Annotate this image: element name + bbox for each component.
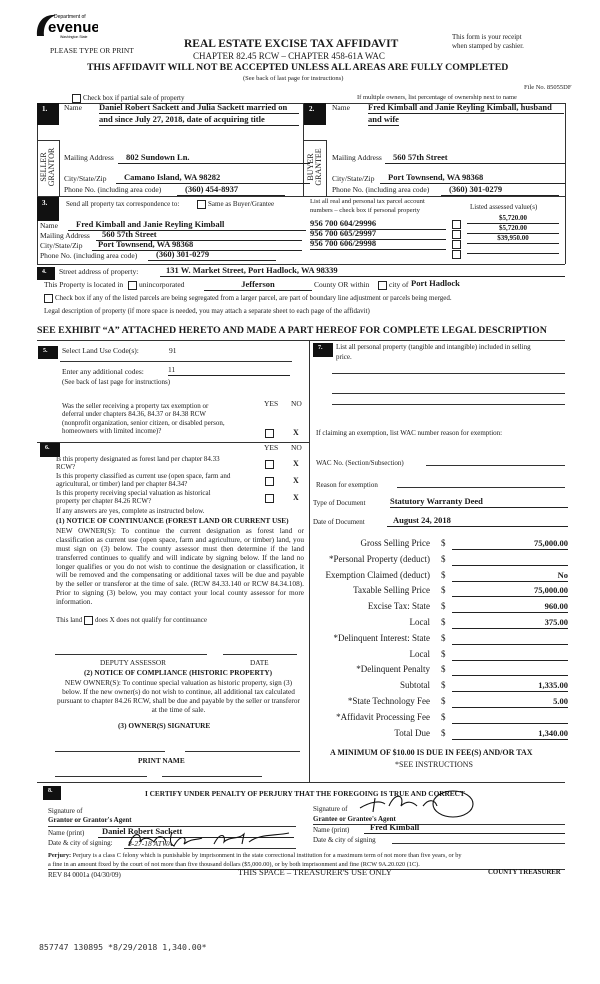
grantee-signature-label: Signature of [313, 805, 348, 813]
section-7-label: 7. [313, 343, 333, 357]
personal-property-checkbox[interactable] [452, 230, 461, 239]
section6-no-mark[interactable]: X [293, 476, 299, 485]
fee-value[interactable]: 960.00 [452, 601, 568, 613]
please-type: PLEASE TYPE OR PRINT [50, 46, 134, 55]
fee-label: Local [409, 648, 430, 659]
segregated-checkbox[interactable] [44, 294, 53, 303]
currency-symbol: $ [441, 680, 446, 691]
personal-property-line[interactable] [332, 393, 565, 394]
buyer-phone-label: Phone No. (including area code) [332, 185, 430, 194]
grantee-name[interactable]: Fred Kimball [364, 823, 565, 834]
section-1-label: 1. [37, 103, 59, 125]
land-use-see-back: (See back of last page for instructions) [62, 378, 171, 386]
personal-property-label-1: List all personal property (tangible and intangible) included in selling [336, 343, 531, 351]
fee-value[interactable]: 5.00 [452, 696, 568, 708]
currency-symbol: $ [441, 711, 446, 722]
grantor-agent-label: Grantor or Grantor's Agent [48, 816, 132, 824]
fee-label: *Personal Property (deduct) [329, 553, 430, 564]
section-8-label: 8. [43, 786, 61, 800]
buyer-city-label: City/State/Zip [332, 174, 375, 183]
svg-text:Washington State: Washington State [60, 35, 88, 39]
dor-logo [34, 10, 98, 40]
fee-value[interactable] [452, 633, 568, 645]
seller-city-label: City/State/Zip [64, 174, 107, 183]
currency-symbol: $ [441, 648, 446, 659]
fee-value[interactable]: 75,000.00 [452, 538, 568, 550]
currency-symbol: $ [441, 727, 446, 738]
fee-label: Excise Tax: State [367, 601, 430, 612]
wac-no-label: WAC No. (Section/Subsection) [316, 459, 404, 467]
section-6-label: 6. [40, 443, 60, 457]
grantee-date-label: Date & city of signing [313, 836, 376, 844]
legal-label: Legal description of property (if more space is needed, you may attach a separate sheet to each page of the affidavit) [44, 307, 370, 315]
corr-name-label: Name [40, 221, 58, 230]
fee-label: Exemption Claimed (deduct) [325, 569, 430, 580]
currency-symbol: $ [441, 569, 446, 580]
seller-name-line1[interactable]: Daniel Robert Sackett and Julia Sackett married on [99, 103, 299, 114]
owner-signature-label: (3) OWNER(S) SIGNATURE [118, 721, 211, 730]
print-name-label: PRINT NAME [138, 756, 185, 765]
grantee-signature[interactable] [355, 788, 485, 818]
personal-property-line[interactable] [332, 404, 565, 405]
treasurer-space: THIS SPACE – TREASURER'S USE ONLY [238, 867, 392, 877]
buyer-city[interactable]: Port Townsend, WA 98368 [380, 173, 565, 184]
fee-value[interactable]: 1,340.00 [452, 728, 568, 740]
fee-label: *State Technology Fee [347, 696, 430, 706]
section6-no-mark[interactable]: X [293, 459, 299, 468]
deputy-assessor-label: DEPUTY ASSESSOR [100, 658, 167, 667]
seller-phone[interactable]: (360) 454-8937 [177, 185, 285, 196]
land-use-code[interactable]: 91 [169, 346, 177, 355]
legal-description[interactable]: SEE EXHIBIT “A” ATTACHED HERETO AND MADE A PART HEREOF FOR COMPLETE LEGAL DESCRIPTION [37, 325, 547, 336]
notice1-title: (1) NOTICE OF CONTINUANCE (FOREST LAND OR CURRENT USE) [56, 516, 289, 525]
section6-yes-checkbox[interactable] [265, 477, 274, 486]
parcels-label-1: List all real and personal tax parcel account [310, 198, 425, 205]
corr-mailing[interactable]: 560 57th Street [96, 230, 302, 241]
currency-symbol: $ [441, 664, 446, 675]
unincorporated-checkbox[interactable] [128, 281, 137, 290]
currency-symbol: $ [441, 553, 446, 564]
corr-phone[interactable]: (360) 301-0279 [148, 250, 276, 261]
notice1-text: NEW OWNER(S): To continue the current designation as forest land or classification as current use (open space, farm and agriculture, or timber) land, you must sign on (3) below. The county assessor must then determine if the land transferred continues to qualify and will indicate by signing below. If the land no longer qualifies or you do not wish to continue the designation or classification, it will be removed and the compensating or additional taxes will be due and payable by the seller or transferor at the time of sale. (RCW 84.33.140 or RCW 84.34.108). Prior to signing (3) below, you may contact your local county assessor for more information. [56, 526, 304, 607]
exemption-no-mark[interactable]: X [293, 428, 299, 437]
grantor-name[interactable]: Daniel Robert Sackett [98, 827, 294, 838]
assessed-value-header: Listed assessed value(s) [470, 203, 538, 211]
personal-property-label-2: price. [336, 353, 352, 361]
multiple-owners-note: If multiple owners, list percentage of ownership next to name [357, 94, 517, 101]
unincorporated-label: unincorporated [139, 280, 185, 289]
city-checkbox[interactable] [378, 281, 387, 290]
fee-value[interactable] [452, 712, 568, 724]
segregated-label: Check box if any of the listed parcels are being segregated from a larger parcel, are part of boundary line adjustment or parcels being merged. [55, 294, 452, 302]
fee-value[interactable]: 75,000.00 [452, 585, 568, 597]
perjury-line-1: Perjury: Perjury is a class C felony which is punishable by imprisonment in the state correctional institution for a maximum term of not more than five years, or by [48, 852, 462, 859]
parcel-number[interactable] [310, 249, 446, 250]
rev-number: REV 84 0001a (04/30/09) [48, 871, 121, 879]
fee-value[interactable] [452, 649, 568, 661]
parcel-number[interactable]: 956 700 604/29996 [310, 219, 446, 230]
grantee-agent-label: Grantee or Grantee's Agent [313, 815, 396, 823]
seller-name-line2[interactable]: and since July 27, 2018, date of acquiring title [99, 115, 299, 126]
land-use-label: Select Land Use Code(s): [62, 346, 139, 355]
seller-name-label: Name [64, 103, 82, 112]
fee-value[interactable]: 375.00 [452, 617, 568, 629]
assessed-value[interactable] [467, 244, 559, 254]
parcel-number[interactable]: 956 700 606/29998 [310, 239, 446, 250]
yes-header-5: YES [264, 399, 279, 408]
exemption-wac-label: If claiming an exemption, list WAC number reason for exemption: [316, 429, 503, 437]
svg-text:evenue: evenue [48, 19, 98, 36]
correspondence-label: Send all property tax correspondence to: [66, 200, 180, 208]
section6-question: Is this property receiving special valuation as historical property per chapter 84.26 RCW? [56, 489, 211, 506]
additional-codes-label: Enter any additional codes: [62, 367, 144, 376]
fee-label: *Affidavit Processing Fee [336, 711, 430, 722]
no-header-6: NO [291, 443, 302, 452]
assessed-value[interactable]: $5,720.00 [467, 224, 559, 234]
exemption-question: Was the seller receiving a property tax exemption or deferral under chapters 84.36, 84.37 or 84.38 RCW (nonprofit organization, senior citizen, or disabled person, homeowners with limited income)? [62, 402, 225, 436]
yes-header-6: YES [264, 443, 279, 452]
county-treasurer: COUNTY TREASURER [488, 869, 561, 876]
buyer-name-label: Name [332, 103, 350, 112]
perjury-line-2: a fine in an amount fixed by the court of not more than five thousand dollars ($5,000.00), or by both imprisonment and fine (RCW 9A.20.020 (1C). [48, 861, 420, 868]
certify-statement: I CERTIFY UNDER PENALTY OF PERJURY THAT THE FOREGOING IS TRUE AND CORRECT [145, 789, 465, 798]
seller-mailing[interactable]: 802 Sundown Ln. [118, 153, 310, 164]
fee-label: Subtotal [399, 680, 430, 691]
seller-phone-label: Phone No. (including area code) [64, 185, 162, 194]
fee-value[interactable]: 1,335.00 [452, 680, 568, 692]
cashier-stamp: 857747 130895 *8/29/2018 1,340.00* [39, 942, 207, 952]
file-no: File No. 85055DF [524, 84, 572, 91]
fee-value[interactable]: No [452, 570, 568, 582]
this-land-label: This land [56, 616, 83, 624]
if-yes-note: If any answers are yes, complete as instructed below. [56, 507, 205, 515]
buyer-phone[interactable]: (360) 301-0279 [441, 185, 559, 196]
see-instructions: *SEE INSTRUCTIONS [395, 760, 474, 769]
receipt-note-2: when stamped by cashier. [452, 42, 524, 50]
section6-yes-checkbox[interactable] [265, 494, 274, 503]
doc-date[interactable]: August 24, 2018 [387, 516, 568, 527]
minimum-note: A MINIMUM OF $10.00 IS DUE IN FEE(S) AND/OR TAX [330, 748, 533, 757]
fee-label: Gross Selling Price [360, 538, 430, 548]
corr-name[interactable]: Fred Kimball and Janie Reyling Kimball [68, 220, 306, 231]
buyer-side-label: BUYER GRANTEE [306, 148, 324, 186]
city-of-label: city of [389, 280, 409, 289]
see-back: (See back of last page for instructions) [243, 75, 344, 82]
grantor-date-label: Date & city of signing: [48, 839, 113, 847]
grantor-signature-label: Signature of [48, 807, 83, 815]
corr-city[interactable]: Port Townsend, WA 98368 [92, 240, 302, 251]
seller-side-label: SELLER GRANTOR [39, 147, 57, 187]
wac-no-input[interactable] [426, 465, 565, 466]
corr-mailing-label: Mailing Address [40, 231, 90, 240]
doc-type[interactable]: Statutory Warranty Deed [390, 497, 568, 508]
buyer-name-line2[interactable]: and wife [368, 114, 399, 124]
no-header-5: NO [291, 399, 302, 408]
personal-property-checkbox[interactable] [452, 220, 461, 229]
notice2-title: (2) NOTICE OF COMPLIANCE (HISTORIC PROPERTY) [84, 668, 273, 677]
section6-no-mark[interactable]: X [293, 493, 299, 502]
currency-symbol: $ [441, 617, 446, 627]
additional-codes[interactable]: 11 [168, 366, 290, 376]
section6-yes-checkbox[interactable] [265, 460, 274, 469]
section6-question: Is this property designated as forest land per chapter 84.33 RCW? [56, 455, 220, 472]
fee-label: Total Due [394, 727, 430, 738]
date-label: DATE [250, 658, 269, 667]
section-5-label: 5. [38, 346, 58, 359]
personal-property-checkbox[interactable] [452, 240, 461, 249]
reason-input[interactable] [397, 487, 565, 488]
reason-label: Reason for exemption [316, 481, 378, 489]
assessed-value[interactable]: $5,720.00 [467, 214, 559, 224]
qualify-does-label: does X does not qualify for continuance [95, 616, 207, 624]
grantor-name-label: Name (print) [48, 829, 85, 837]
doc-date-label: Date of Document [313, 518, 365, 526]
street-label: Street address of property: [59, 267, 139, 276]
grantee-date-input[interactable] [392, 843, 565, 844]
fee-label: *Delinquent Penalty [356, 664, 430, 675]
corr-phone-label: Phone No. (including area code) [40, 251, 138, 260]
currency-symbol: $ [441, 538, 446, 548]
notice2-text: NEW OWNER(S): To continue special valuation as historic property, sign (3) below. If the new owner(s) do not wish to continue, all additional tax calculated pursuant to chapter 84.26 RCW, shall be due and payable by the seller or transferor at the time of sale. [57, 678, 300, 714]
receipt-note-1: This form is your receipt [452, 33, 522, 41]
seller-city[interactable]: Camano Island, WA 98282 [116, 173, 310, 184]
fee-label: *Delinquent Interest: State [333, 632, 430, 643]
street-address[interactable]: 131 W. Market Street, Port Hadlock, WA 98339 [160, 266, 565, 277]
currency-symbol: $ [441, 601, 446, 612]
parcel-number[interactable]: 956 700 605/29997 [310, 229, 446, 240]
seller-mailing-label: Mailing Address [64, 153, 114, 162]
same-as-buyer-label: Same as Buyer/Grantee [208, 200, 275, 208]
qualify-does-checkbox[interactable] [84, 616, 93, 625]
buyer-mailing[interactable]: 560 57th Street [385, 153, 565, 164]
same-as-buyer-checkbox[interactable] [197, 200, 206, 209]
located-label: This Property is located in [44, 280, 124, 289]
currency-symbol: $ [441, 632, 446, 643]
section-3-label: 3. [37, 197, 59, 221]
form-title: REAL ESTATE EXCISE TAX AFFIDAVIT [184, 38, 399, 50]
fee-value[interactable] [452, 664, 568, 676]
section6-question: Is this property classified as current use (open space, farm and agricultural, or timber) land per chapter 84.34? [56, 472, 231, 489]
currency-symbol: $ [441, 585, 446, 596]
section-2-label: 2. [304, 103, 326, 125]
personal-property-checkbox[interactable] [452, 250, 461, 259]
warning: THIS AFFIDAVIT WILL NOT BE ACCEPTED UNLESS ALL AREAS ARE FULLY COMPLETED [87, 62, 509, 73]
fee-value[interactable] [452, 554, 568, 566]
personal-property-line[interactable] [332, 373, 565, 374]
exemption-yes-checkbox[interactable] [265, 429, 274, 438]
currency-symbol: $ [441, 696, 446, 706]
partial-sale-checkbox[interactable] [72, 94, 81, 103]
buyer-mailing-label: Mailing Address [332, 153, 382, 162]
county-or-label: County OR within [314, 280, 370, 289]
parcels-label-2: numbers – check box if personal property [310, 207, 420, 214]
partial-sale-label: Check box if partial sale of property [83, 94, 185, 102]
city[interactable]: Port Hadlock [411, 278, 460, 288]
assessed-value[interactable]: $39,950.00 [467, 234, 559, 244]
corr-city-label: City/State/Zip [40, 241, 83, 250]
fee-label: Local [409, 617, 430, 627]
grantee-name-label: Name (print) [313, 826, 350, 834]
county[interactable]: Jefferson [204, 280, 312, 291]
doc-type-label: Type of Document [313, 499, 366, 507]
svg-text:Department of: Department of [54, 14, 86, 20]
fee-label: Taxable Selling Price [353, 585, 430, 596]
form-chapter: CHAPTER 82.45 RCW – CHAPTER 458-61A WAC [193, 51, 385, 61]
grantor-date-handwritten[interactable]: 8-27-18 ATWA [128, 839, 173, 848]
section-4-label: 4. [37, 267, 55, 280]
buyer-name-line1[interactable]: Fred Kimball and Janie Reyling Kimball, husband [368, 103, 564, 114]
